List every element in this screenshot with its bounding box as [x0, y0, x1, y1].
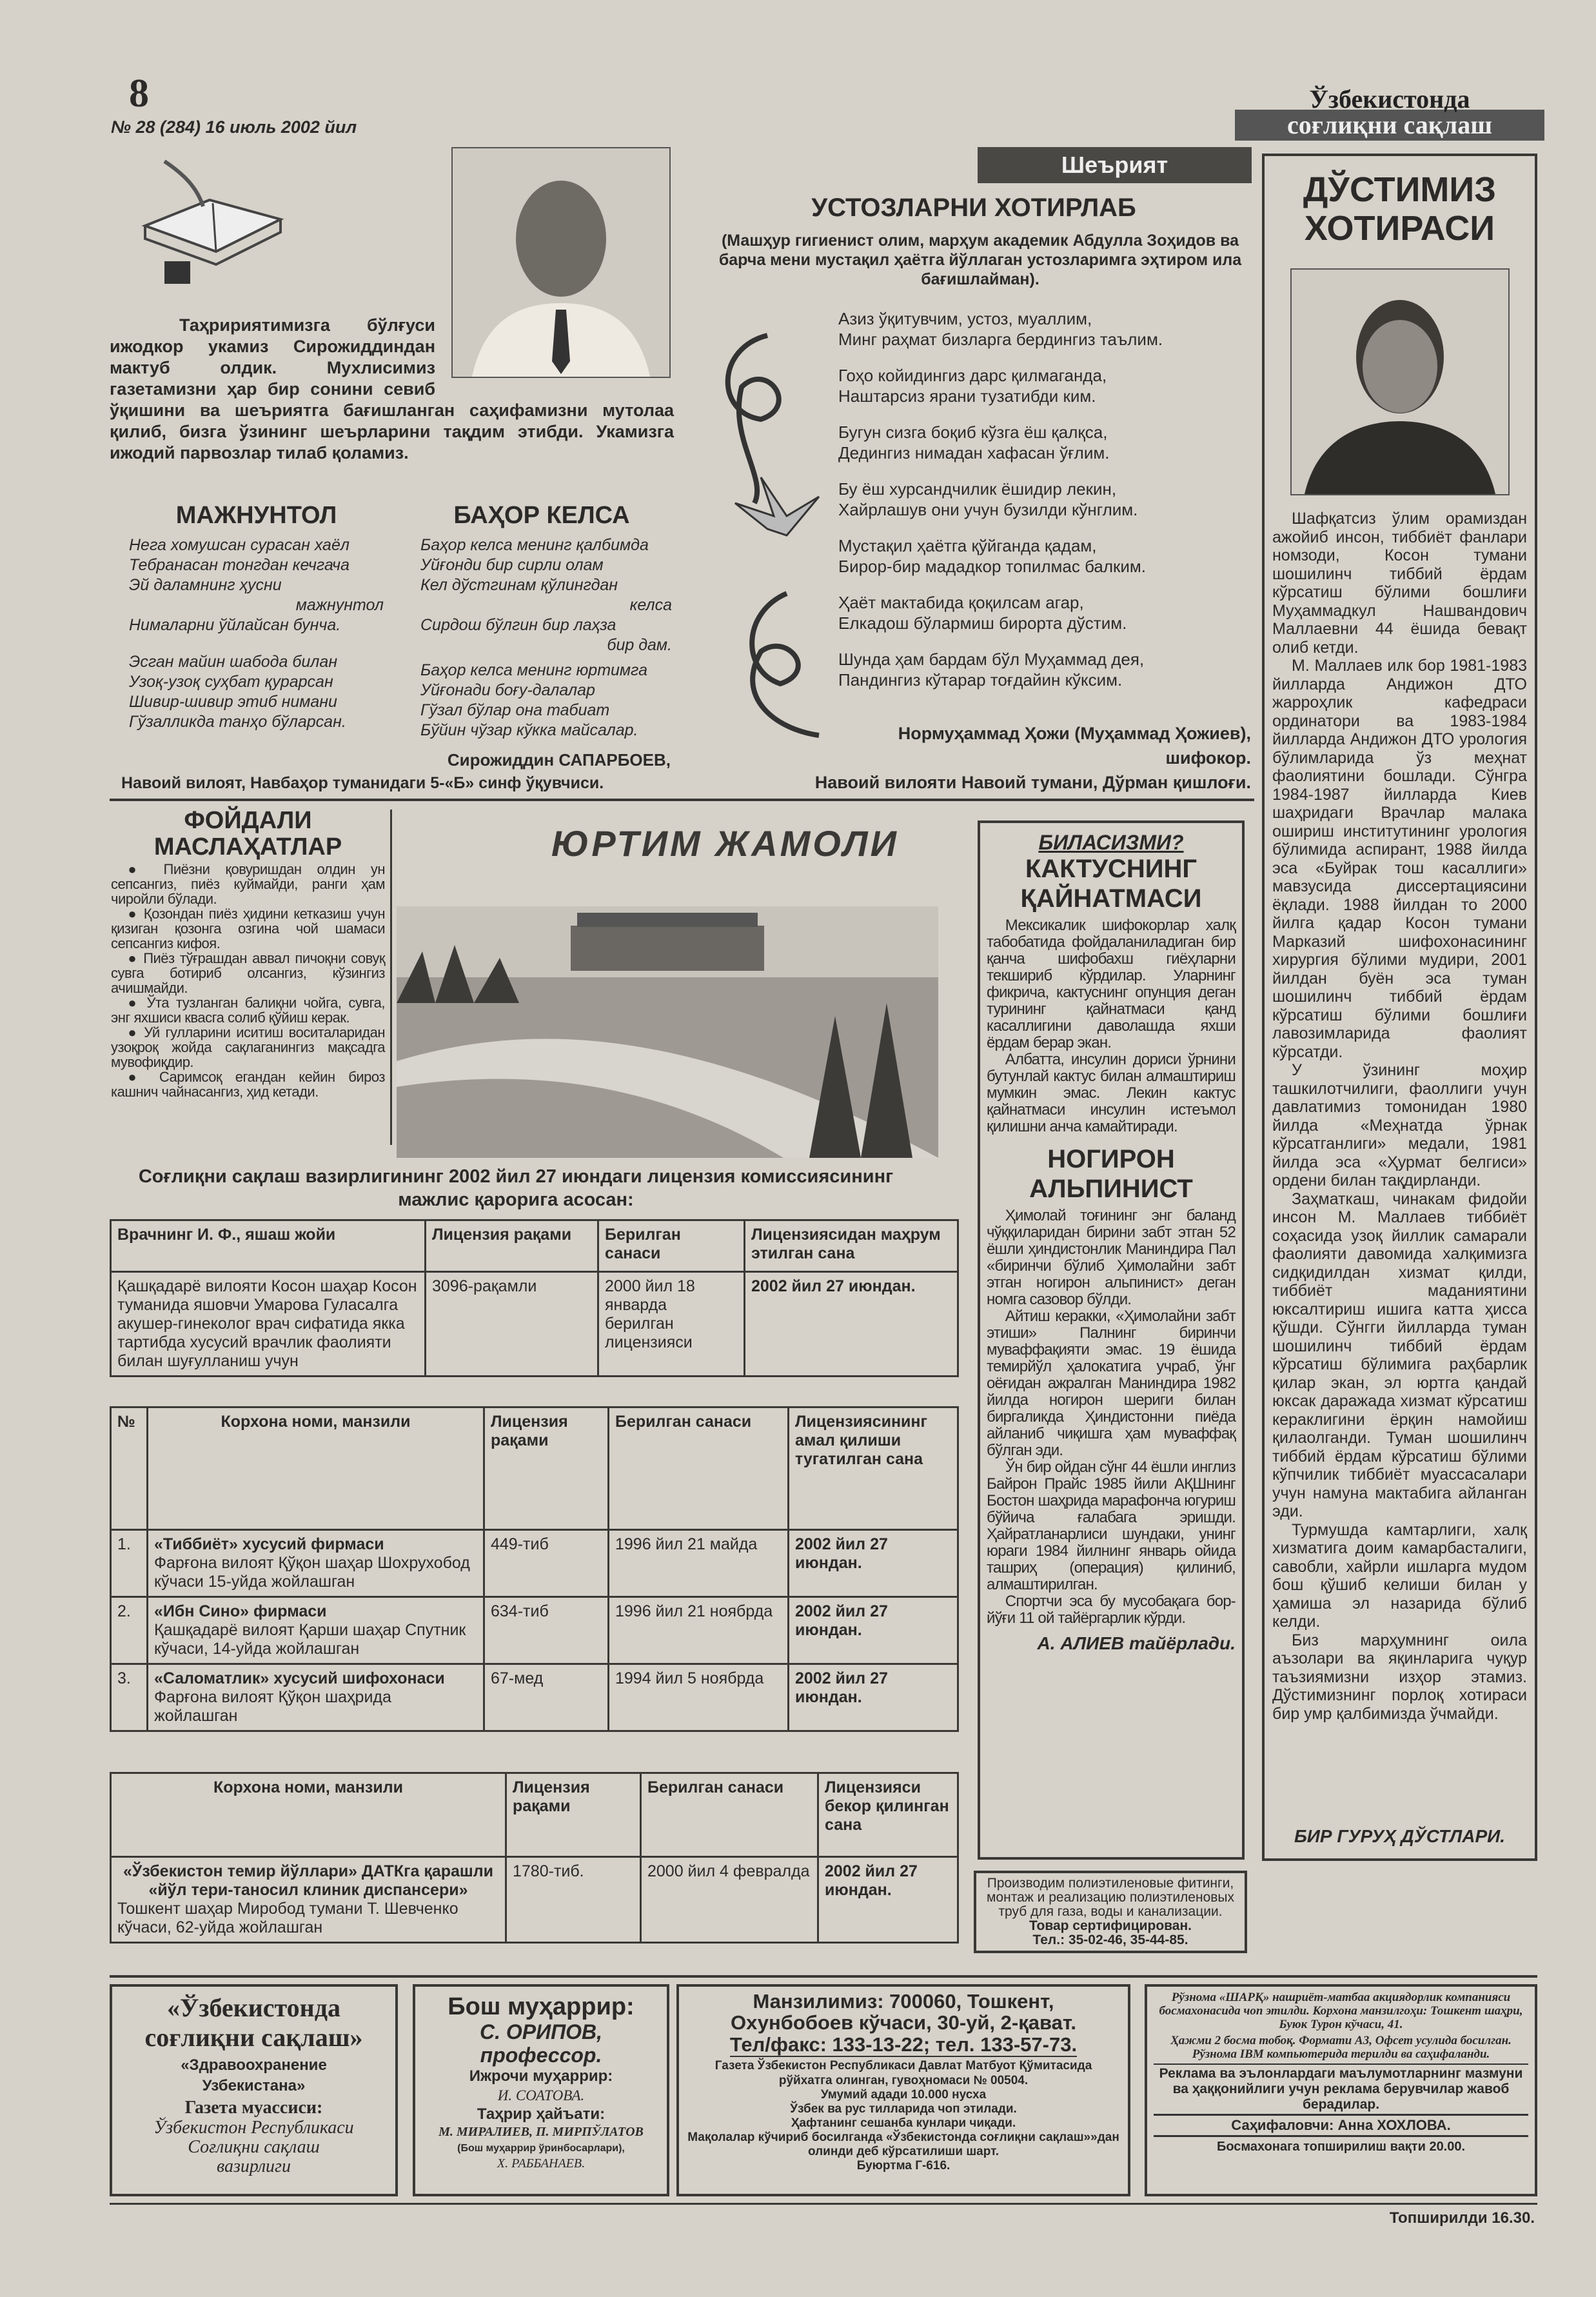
table-cell: Қашқадарё вилояти Косон шаҳар Косон туманида яшовчи Умарова Гуласалга акушер-гинеколог врач сифатида якка тартибда хусусий врачлик фаолияти билан шуғулланиш учун — [111, 1272, 426, 1377]
poem-line: Тебранасан тонгдан кечгача — [129, 556, 350, 574]
poem-line: Бўйин чўзар кўкка майсалар. — [420, 721, 638, 739]
chief-editor-label: Бош муҳаррир: — [448, 1993, 635, 2020]
address-line: Манзилимиз: 700060, Тошкент, — [753, 1990, 1054, 2013]
poem-line: Сирдош бўлгин бир лаҳза — [420, 616, 616, 634]
license-table-1 — [110, 1219, 959, 1377]
divider — [390, 810, 392, 1145]
verse-line: Елкадош бўлармиш бирорта дўстим. — [838, 613, 1127, 633]
registration: рўйхатга олинган, гувоҳномаси № 00504. — [778, 2074, 1029, 2087]
poem-line: Баҳор келса менинг юртимга — [420, 661, 648, 679]
table-row — [111, 1597, 958, 1664]
table-row — [111, 1272, 958, 1377]
stanza — [838, 365, 1251, 406]
landscape-photo — [397, 810, 938, 1158]
poems-author: Сирожиддин САПАРБОЕВ, — [447, 750, 671, 770]
verse-line: Азиз ўқитувчим, устоз, муаллим, — [838, 309, 1092, 328]
poem-line: Уйғонди бир сирли олам — [420, 556, 604, 574]
tip-text: Пиёзни қовуришдан олдин ун сепсангиз, пиёз куймайди, ранги ҳам чиройли бўлади. — [111, 861, 385, 907]
board-members: М. МИРАЛИЕВ, П. МИРПЎЛАТОВ — [438, 2125, 644, 2139]
company-name: «Ўзбекистон темир йўллари» ДАТКга қарашли «йўл тери-таносил клиник диспансери» — [123, 1862, 494, 1899]
layout-designer: Саҳифаловчи: Анна ХОХЛОВА. — [1154, 2116, 1528, 2137]
founder: Соғлиқни сақлаш — [188, 2137, 320, 2157]
column-header: Корхона номи, манзили — [148, 1407, 484, 1530]
footer-masthead — [110, 1984, 398, 2196]
exec-editor: И. СОАТОВА. — [497, 2087, 585, 2103]
tip-text: Қозондан пиёз ҳидини кетказиш учун қизиган қозонга озгина чой шамаси сепсангиз кифоя. — [111, 906, 386, 951]
table-cell: 1996 йил 21 ноябрда — [609, 1597, 789, 1664]
poetry-author: Нормуҳаммад Ҳожи (Муҳаммад Ҳожиев), — [898, 724, 1251, 743]
company-address: Фарғона вилоят Қўқон шаҳрида жойлашган — [154, 1688, 391, 1725]
verse-line: Пандингиз кўтарар тоғдайин кўксим. — [838, 670, 1123, 690]
column-header: Лицензия рақами — [506, 1773, 641, 1857]
license-table-2 — [110, 1406, 959, 1732]
didyouknow-kicker: БИЛАСИЗМИ? — [1038, 831, 1184, 854]
reprint-notice: Мақолалар кўчириб босилганда «Ўзбекистонда соғлиқни сақлаш»»дан олинди деб кўрсатилиши шарт. — [687, 2131, 1119, 2158]
column-header: Берилган санаси — [641, 1773, 818, 1857]
divider — [110, 2203, 1537, 2205]
tips-title-line1: ФОЙДАЛИ — [184, 807, 312, 834]
founder: вазирлиги — [217, 2156, 291, 2176]
memorial-paragraph: Биз марҳумнинг оила аъзолари ва яқинларига чуқур таъзиямизни изҳор этамиз. Дўстимизнинг порлоқ хотираси бир умр қалбимизда ўчмайди. — [1272, 1631, 1527, 1723]
poem-line: Баҳор келса менинг қалбимда — [420, 536, 649, 554]
alpinist-title: НОГИРОН АЛЬПИНИСТ — [1029, 1145, 1193, 1203]
table-cell: 1. — [111, 1530, 148, 1597]
poem-title-majnuntol: МАЖНУНТОЛ — [175, 502, 337, 529]
poem-ustozlar — [838, 308, 1251, 706]
tip-text: Саримсоқ егандан кейин бироз кашнич чайнасангиз, ҳид кетади. — [111, 1069, 385, 1100]
poem-line: Нега хомушсан сурасан хаёл — [129, 536, 350, 554]
languages: Ўзбек ва рус тилларида чоп этилади. — [790, 2102, 1017, 2116]
tips-title-line2: МАСЛАҲАТЛАР — [153, 833, 342, 860]
verse-line: Гоҳо койидингиз дарс қилмаганда, — [838, 366, 1107, 385]
tip-item: ● Саримсоқ егандан кейин бироз кашнич чайнасангиз, ҳид кетади. — [111, 1069, 385, 1100]
poem-line: Узоқ-узоқ суҳбат қурарсан — [129, 673, 333, 691]
poem-line: келса — [629, 596, 672, 614]
board-member: Х. РАББАНАЕВ. — [497, 2156, 586, 2171]
poetry-author-role: шифокор. — [1165, 748, 1251, 768]
table-cell: 2002 йил 27 июндан. — [745, 1272, 958, 1377]
column-header: Врачнинг И. Ф., яшаш жойи — [111, 1220, 426, 1272]
footer-editors — [413, 1984, 669, 2196]
printer-info: Рўзнома «ШАРҚ» нашриёт-матбаа акциядорлик компанияси босмахонасида чоп этилди. Корхона манзилгоҳи: Тошкент шаҳри, Буюк Турон кўчаси, 41. — [1159, 1991, 1523, 2031]
poem-line: Эй даламнинг ҳусни — [129, 576, 282, 594]
tip-item: ● Қозондан пиёз ҳидини кетказиш учун қизиган қозонга озгина чой шамаси сепсангиз кифоя. — [111, 906, 386, 951]
editorial-phones: Тел/факс: 133-13-22; тел. 133-57-73. — [729, 2033, 1078, 2056]
stanza — [838, 479, 1251, 520]
didyouknow-paragraph: Мексикалик шифокорлар халқ табобатида фойдаланиладиган бир қанча шифобахш гиёҳларни текшириб кўрдилар. Уларнинг фикрича, кактуснинг опунция деган турининг қайнатмаси қанд касаллигини даволашда яхши ёрдам берар экан. — [987, 917, 1236, 1051]
table-cell: 2002 йил 27 июндан. — [789, 1664, 958, 1731]
memorial-paragraph: Турмушда камтарлиги, халқ хизматига доим камарбасталиги, савобли, хайрли ишларга мудом бош қўшиб келиши билан у ҳамиша эл назарида бўлиб келди. — [1272, 1520, 1527, 1631]
tip-item: ● Уй гулларини иситиш воситаларидан узоқроқ жойда сақлаганингиз мақсадга мувофиқдир. — [111, 1024, 385, 1070]
company-address: Фарғона вилоят Қўқон шаҳар Шохрухобод кўчаси 15-уйда жойлашган — [154, 1554, 470, 1591]
table-cell — [148, 1530, 484, 1597]
ad-certified: Товар сертифицирован. — [1029, 1918, 1192, 1933]
table-cell: 2002 йил 27 июндан. — [789, 1530, 958, 1597]
memorial-paragraph: М. Маллаев илк бор 1981-1983 йилларда Андижон ДТО жарроҳлик кафедраси ординатори ва 1983-1984 йилларда Андижон ДТО урология бўлимларида ўз меҳнат фаолиятини бошлади. Сўнгра 1984-1987 йилларда Киев шаҳридаги Врачлар малака ошириш институтининг урология бўлимида аспирант, 1988 йилда эса «Буйрак тош касаллиги» мавзусида диссертациясини ёқлади. 1988 йилдан то 2000 йилга қадар Косон тумани Марказий шифохонасининг хирургия бўлими мудири, 2001 йилдан буён эса туман шошилинч тиббий ёрдам кўрсатиш бўлими бошлиғи лавозимларида фаолият кўрсатди. — [1272, 657, 1527, 1061]
didyouknow-author: А. АЛИЕВ тайёрлади. — [1037, 1633, 1236, 1653]
board-note: (Бош муҳаррир ўринбосарлари), — [457, 2143, 625, 2154]
memorial-portrait-photo — [1290, 268, 1510, 495]
memorial-signature: БИР ГУРУҲ ДЎСТЛАРИ. — [1294, 1826, 1506, 1846]
address-line: Охунбобоев кўчаси, 30-уй, 2-қават. — [731, 2011, 1076, 2034]
verse-line: Минг раҳмат бизларга бердингиз таълим. — [838, 330, 1163, 349]
table-cell: 67-мед — [484, 1664, 609, 1731]
floral-ornament — [690, 310, 832, 748]
alpinist-paragraph: Спортчи эса бу мусобақага бор-йўғи 11 ой тайёргарлик кўрди. — [987, 1593, 1236, 1627]
table-cell: 449-тиб — [484, 1530, 609, 1597]
table-cell: 634-тиб — [484, 1597, 609, 1664]
page-number: 8 — [129, 72, 149, 115]
table-cell: 1996 йил 21 майда — [609, 1530, 789, 1597]
company-address: Қашқадарё вилоят Қарши шаҳар Спутник кўчаси, 14-уйда жойлашган — [154, 1621, 466, 1658]
memorial-paragraph: У ўзининг моҳир ташкилотчилиги, фаоллиги учун давлатимиз томонидан 1980 йилда «Меҳнатда ўрнак кўрсатганлиги» медали, 1981 йилда эса «Ҳурмат белгиси» ордени билан тақдирланди. — [1272, 1061, 1527, 1189]
company-name: «Ибн Сино» фирмаси — [154, 1602, 327, 1620]
intro-paragraph: Таҳририятимизга бўлғуси ижодкор укамиз Сирожиддиндан мактуб олдик. Мухлисимиз газетамизни ҳар бир сонини севиб ўқишини ва шеъриятга бағишланган саҳифамизни мутолаа қилиб, бизга ўзининг шеърларини тақдим этибди. Укамизга ижодий парвозлар тилаб қоламиз. — [110, 315, 674, 462]
stanza — [838, 535, 1251, 577]
poem-line: Шивир-шивир этиб нимани — [129, 693, 337, 711]
poem-majnuntol — [129, 535, 384, 732]
circulation: Умумий адади 10.000 нусха — [820, 2088, 987, 2102]
exec-editor-label: Ижрочи муҳаррир: — [469, 2067, 613, 2085]
column-header: Берилган санаси — [609, 1407, 789, 1530]
verse-line: Ҳаёт мактабида қоқилсам агар, — [838, 593, 1084, 612]
submitted-time: Топширилди 16.30. — [1389, 2209, 1535, 2227]
memorial-paragraph: Заҳматкаш, чинакам фидойи инсон М. Маллаев тиббиёт соҳасида узоқ йиллик самарали фаолияти давомида халқимизга сидқидилдан хизмат қилди, тиббиёт маданиятини юксалтириш ишига катта ҳисса қўшди. Сўнгги йилларда туман шошилинч тиббий ёрдам кўрсатиш бўлимига раҳбарлик қилар экан, эл юртга қандай юксак даражада хизмат кўрсатиш кераклигини ёрқин намойиш қилаолганди. Туман шошилинч тиббий ёрдам кўрсатиш бўлими кўпчилик тиббиёт муассасалари учун намуна мактабига айланган эди. — [1272, 1189, 1527, 1520]
registration: Газета Ўзбекистон Республикаси Давлат Матбуот Қўмитасида — [714, 2059, 1092, 2073]
stanza — [838, 422, 1251, 463]
poem-line: Гўзалликда танҳо бўларсан. — [129, 713, 346, 731]
format-info: Ҳажми 2 босма тобоқ. Формати А3, Офсет усулида босилган. Рўзнома IBM компьютерида терилди ва саҳифаланди. — [1154, 2034, 1528, 2065]
intro-text — [110, 315, 674, 464]
stanza — [838, 308, 1251, 350]
verse-line: Бирор-бир мададкор топилмас балким. — [838, 557, 1147, 576]
poem-line: Эсган майин шабода билан — [129, 653, 338, 671]
issue-info: № 28 (284) 16 июль 2002 йил — [111, 117, 357, 137]
poetry-author-place: Навоий вилояти Навоий тумани, Дўрман қишлоғи. — [814, 773, 1251, 792]
verse-line: Мустақил ҳаётга қўйганда қадам, — [838, 536, 1097, 555]
footer-print-info — [1145, 1984, 1537, 2196]
didyouknow-title: КАКТУСНИНГ ҚАЙНАТМАСИ — [1020, 855, 1202, 913]
footer-address — [676, 1984, 1130, 2196]
poem-line: бир дам. — [607, 636, 672, 654]
memorial-title-line2: ХОТИРАСИ — [1304, 209, 1495, 248]
founder-label: Газета муассиси: — [184, 2098, 323, 2118]
founder: Ўзбекистон Республикаси — [153, 2118, 354, 2138]
table-cell — [148, 1597, 484, 1664]
alpinist-paragraph: Ҳимолай тоғининг энг баланд чўққиларидан бирини забт этган 52 ёшли ҳиндистонлик Маниндира Пал «биринчи бўлиб Ҳимолайни забт этган ногирон альпинист» деган номга сазовор бўлди. — [987, 1207, 1236, 1308]
tip-text: Уй гулларини иситиш воситаларидан узоқроқ жойда сақлаганингиз мақсадга мувофиқдир. — [111, 1024, 385, 1070]
stanza — [838, 592, 1251, 633]
advertisement — [974, 1871, 1247, 1953]
board-label: Таҳрир ҳайъати: — [477, 2105, 606, 2123]
logo-line2: соғлиқни сақлаш — [1286, 110, 1493, 139]
masthead-ru: «Здравоохранение — [181, 2056, 327, 2074]
poetry-dedication: (Машҳур гигиенист олим, марҳум академик Абдулла Зоҳидов ва барча мени мустақил ҳаётга йўллаган устозларимга эҳтиром ила бағишлайман). — [718, 232, 1242, 288]
verse-line: Дедингиз нимадан хафасан ўғлим. — [838, 443, 1110, 462]
print-deadline: Босмахонага топширилиш вақти 20.00. — [1216, 2140, 1466, 2154]
alpinist-paragraph: Айтиш керакки, «Ҳимолайни забт этиши» Палнинг биринчи муваффақияти эмас. 19 ёшида темирйўл ҳалокатига учраб, ўнг оёғидан ажралган Маниндира 1982 йилда ногирон шериги билан биргаликда Ҳиндистонни пиёда айланиб чиқишга ҳам муваффақ бўлган эди. — [987, 1308, 1236, 1459]
table-row — [111, 1664, 958, 1731]
company-address: Тошкент шаҳар Миробод тумани Т. Шевченко кўчаси, 62-уйда жойлашган — [117, 1900, 458, 1936]
logo-line1: Ўзбекистонда — [1309, 85, 1470, 114]
memorial-title-line1: ДЎСТИМИЗ — [1303, 170, 1497, 209]
license-table-3 — [110, 1772, 959, 1944]
alpinist-paragraph: Ўн бир ойдан сўнг 44 ёшли инглиз Байрон Прайс 1985 йили АҚШнинг Бостон шаҳрида марафонча югуриш бўйича ғалабага эришди. Ҳайратланарлиси шундаки, унинг юраги 1984 йилнинг январь ойида ташриҳ (операция) қилиниб, алмаштирилган. — [987, 1458, 1236, 1593]
masthead-name: соғлиқни сақлаш» — [144, 2023, 363, 2052]
poem-line: Уйғонади боғу-далалар — [420, 681, 595, 699]
table-cell: 3096-рақамли — [426, 1272, 598, 1377]
verse-line: Хайрлашув они учун бузилди кўнглим. — [838, 500, 1138, 519]
tip-item: ● Ўта тузланган балиқни чойга, сувга, энг яхшиси квасга солиб қўйиш керак. — [111, 995, 385, 1026]
table-cell: 1780-тиб. — [506, 1857, 641, 1943]
didyouknow-paragraph: Албатта, инсулин дориси ўрнини бутунлай кактус билан алмаштириш мумкин эмас. Лекин кактус қайнатмаси инсулин истеъмол қилишни анча камайтиради. — [987, 1051, 1236, 1135]
company-name: «Саломатлик» хусусий шифохонаси — [154, 1669, 445, 1687]
table-cell: 2000 йил 18 январда берилган лицензияси — [598, 1272, 745, 1377]
table-cell: 2. — [111, 1597, 148, 1664]
publication-days: Ҳафтанинг сешанба кунлари чиқади. — [791, 2116, 1016, 2130]
stanza — [838, 649, 1251, 690]
table-cell: 3. — [111, 1664, 148, 1731]
masthead-logo — [1235, 85, 1544, 141]
column-header: Корхона номи, манзили — [111, 1773, 506, 1857]
poem-title-bahor: БАҲОР КЕЛСА — [453, 502, 630, 529]
divider — [110, 799, 1254, 801]
table-cell — [148, 1664, 484, 1731]
verse-line: Наштарсиз ярани тузатибди ким. — [838, 386, 1096, 406]
ads-disclaimer: Реклама ва эълонлардаги маълумотларнинг мазмуни ва ҳаққонийлиги учун реклама берувчилар жавоб берадилар. — [1154, 2065, 1528, 2116]
section-label-poetry: Шеърият — [978, 147, 1252, 183]
chief-editor-title: профессор. — [480, 2043, 602, 2067]
verse-line: Шунда ҳам бардам бўл Муҳаммад дея, — [838, 650, 1145, 669]
column-header: Лицензияси бекор қилинган сана — [818, 1773, 958, 1857]
table-row — [111, 1530, 958, 1597]
masthead-ru: Узбекистана» — [202, 2077, 306, 2094]
poems-author-school: Навоий вилоят, Навбаҳор туманидаги 5-«Б» синф ўқувчиси. — [121, 774, 604, 792]
poem-line: Гўзал бўлар она табиат — [420, 701, 610, 719]
column-header: № — [111, 1407, 148, 1530]
table-cell: 1994 йил 5 ноябрда — [609, 1664, 789, 1731]
book-illustration — [126, 148, 297, 300]
company-name: «Тиббиёт» хусусий фирмаси — [154, 1535, 384, 1553]
column-header: Лицензиясидан маҳрум этилган сана — [745, 1220, 958, 1272]
verse-line: Бугун сизга боқиб кўзга ёш қалқса, — [838, 423, 1108, 442]
memorial-box — [1262, 154, 1537, 1861]
poem-line: мажнунтол — [295, 596, 384, 614]
memorial-text — [1265, 495, 1535, 1723]
order-number: Буюртма Г-616. — [856, 2159, 951, 2173]
table-cell: 2002 йил 27 июндан. — [818, 1857, 958, 1943]
verse-line: Бу ёш хурсандчилик ёшидир лекин, — [838, 479, 1117, 499]
table-cell: 2002 йил 27 июндан. — [789, 1597, 958, 1664]
poem-line: Кел дўстгинам қўлингдан — [420, 576, 618, 594]
tip-item: ● Пиёзни қовуришдан олдин ун сепсангиз, пиёз куймайди, ранги ҳам чиройли бўлади. — [111, 861, 385, 907]
tip-text: Ўта тузланган балиқни чойга, сувга, энг яхшиси квасга солиб қўйиш керак. — [111, 995, 385, 1026]
poem-line: Нималарни ўйлайсан бунча. — [129, 616, 341, 634]
photo-title: ЮРТИМ ЖАМОЛИ — [551, 823, 899, 864]
chief-editor: С. ОРИПОВ, — [479, 2020, 603, 2043]
memorial-paragraph: Шафқатсиз ўлим орамиздан ажойиб инсон, тиббиёт фанлари номзоди, Косон тумани шошилинч тиббий ёрдам кўрсатиш бўлими бошлиғи Муҳаммадкул Нашвандович Маллаевни 44 ёшида бевақт олиб кетди. — [1272, 510, 1527, 657]
tips-section — [111, 808, 385, 1099]
masthead-name: «Ўзбекистонда — [167, 1993, 340, 2022]
divider — [110, 1975, 1537, 1978]
table-row — [111, 1857, 958, 1943]
ad-phones: Тел.: 35-02-46, 35-44-85. — [1032, 1933, 1188, 1947]
didyouknow-box — [978, 820, 1245, 1860]
column-header: Лицензия рақами — [426, 1220, 598, 1272]
column-header: Лицензиясининг амал қилиши тугатилган сана — [789, 1407, 958, 1530]
table-cell — [111, 1857, 506, 1943]
tip-item: ● Пиёз тўғрашдан аввал пичоқни совуқ сувга ботириб олсангиз, кўзингиз ачишмайди. — [111, 950, 385, 996]
ad-text: Производим полиэтиленовые фитинги, монтаж и реализацию полиэтиленовых труб для газа, воды и канализации. — [986, 1876, 1235, 1919]
poem-bahor — [420, 535, 672, 741]
tip-text: Пиёз тўғрашдан аввал пичоқни совуқ сувга ботириб олсангиз, кўзингиз ачишмайди. — [111, 950, 385, 996]
licenses-title: Соғлиқни сақлаш вазирлигининг 2002 йил 27 июндаги лицензия комиссиясининг мажлис қарорига асосан: — [138, 1166, 894, 1210]
poetry-title: УСТОЗЛАРНИ ХОТИРЛАБ — [811, 194, 1136, 222]
column-header: Лицензия рақами — [484, 1407, 609, 1530]
table-cell: 2000 йил 4 февралда — [641, 1857, 818, 1943]
column-header: Берилган санаси — [598, 1220, 745, 1272]
